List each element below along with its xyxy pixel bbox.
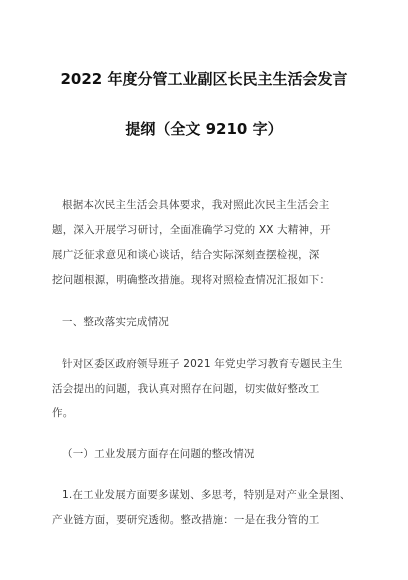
paragraph-3-line-1: 1.在工业发展方面要多谋划、多思考，特别是对产业全景图、 <box>62 489 351 501</box>
section-heading-1: 一、整改落实完成情况 <box>62 316 169 328</box>
paragraph-1-line-4: 挖问题根源，明确整改措施。现将对照检查情况汇报如下： <box>52 274 331 286</box>
document-title-line-1: 2022 年度分管工业副区长民主生活会发言 <box>60 70 348 88</box>
paragraph-1-line-2: 题，深入开展学习研讨，全面准确学习党的 XX 大精神，开 <box>52 224 331 236</box>
paragraph-2-line-1: 针对区委区政府领导班子 2021 年党史学习教育专题民主生 <box>62 358 343 370</box>
section-heading-2: （一）工业发展方面存在问题的整改情况 <box>62 448 255 460</box>
paragraph-2-line-3: 作。 <box>52 407 74 419</box>
paragraph-1-line-3: 展广泛征求意见和谈心谈话，结合实际深刻查摆检视，深 <box>52 249 320 261</box>
paragraph-2-line-2: 活会提出的问题，我认真对照存在问题，切实做好整改工 <box>52 383 320 395</box>
paragraph-1-line-1: 根据本次民主生活会具体要求，我对照此次民主生活会主 <box>62 199 330 211</box>
document-title-line-2: 提纲（全文 9210 字） <box>125 120 283 138</box>
paragraph-3-line-2: 产业链方面，要研究透彻。整改措施：一是在我分管的工 <box>52 514 320 526</box>
